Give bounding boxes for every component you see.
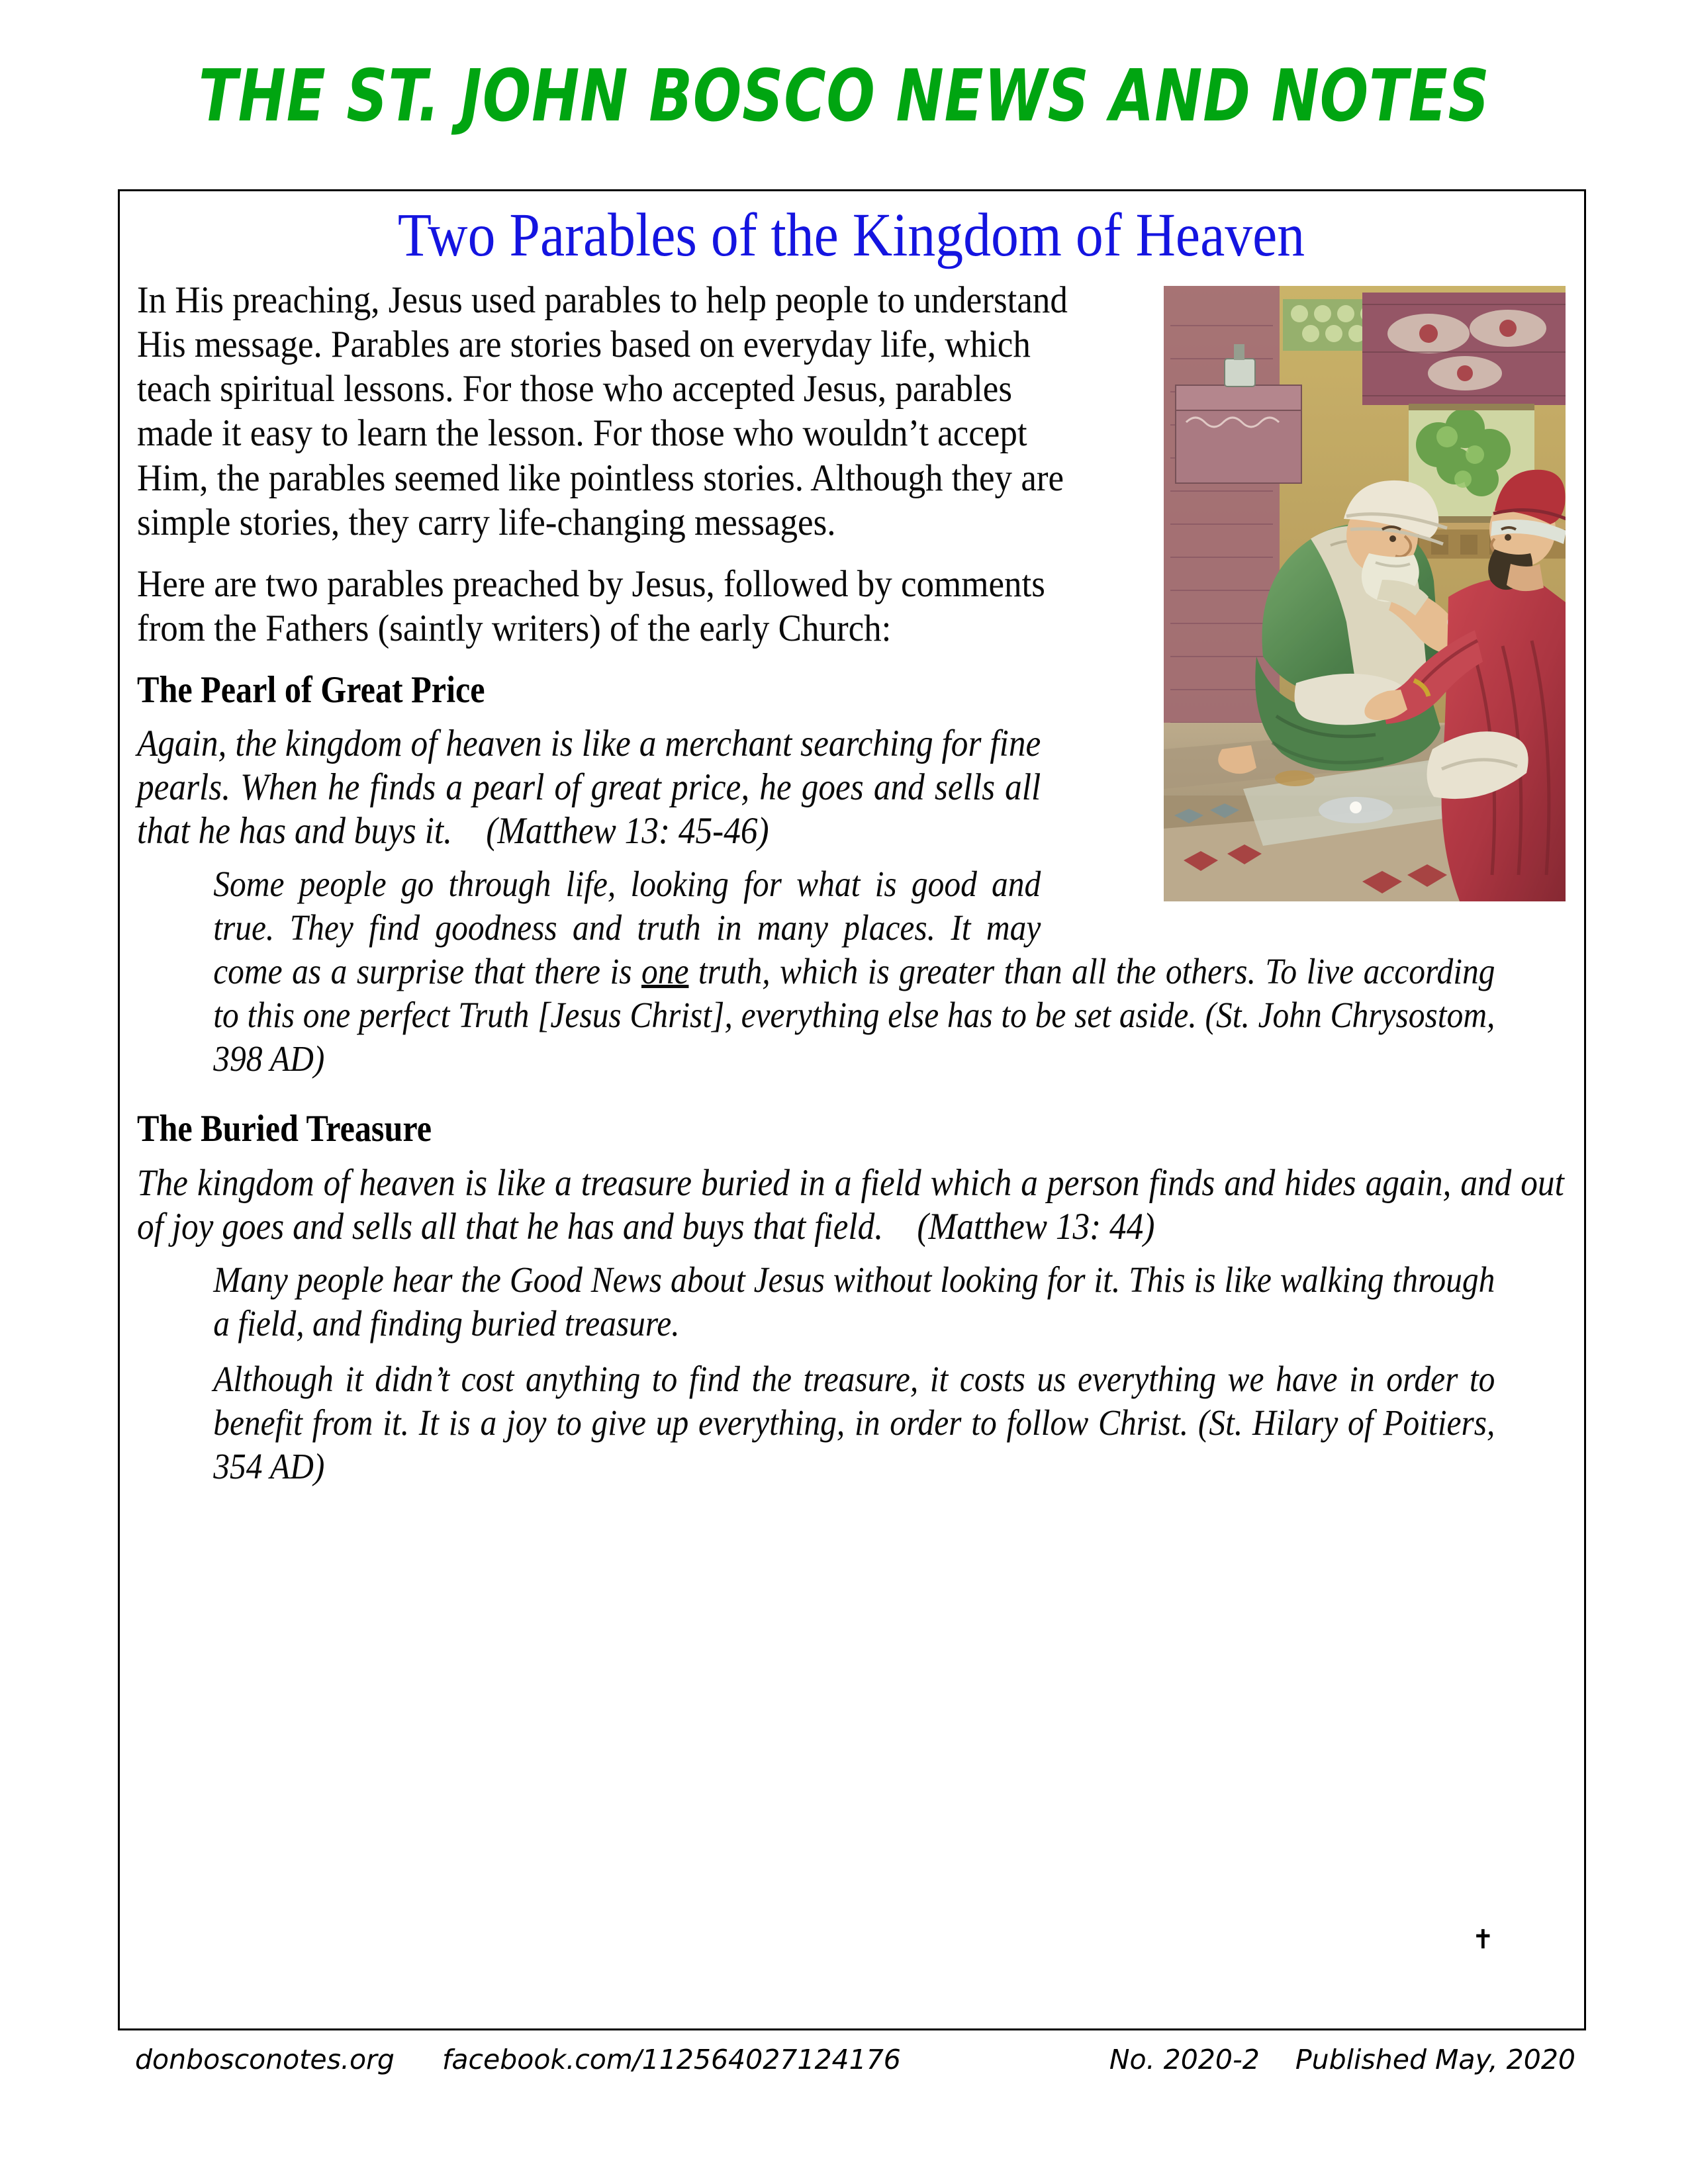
commentary-treasure-2: Although it didn’t cost anything to find the treasure, it costs us everything we have in order to benefit from it. It is a joy to give up everything, in order to follow Christ. (St. Hilary of Poitiers, 354 AD) bbox=[213, 1359, 1495, 1487]
content-frame bbox=[118, 189, 1586, 2030]
scripture-quote-pearl bbox=[137, 722, 1564, 853]
commentary-pearl bbox=[137, 862, 1564, 1081]
commentary-text-before: Some people go through life, looking for what is good and true. They find goodness and truth in many places. It may come as a surprise that there is bbox=[213, 864, 1041, 992]
cross-icon: ✝ bbox=[1472, 1925, 1494, 1955]
section-heading-pearl: The Pearl of Great Price bbox=[137, 668, 485, 711]
footer-issue-info bbox=[1109, 2044, 1586, 2075]
section-heading-treasure: The Buried Treasure bbox=[137, 1108, 432, 1150]
intro-paragraph-1: In His preaching, Jesus used parables to help people to understand His message. Parables are stories based on everyday life, which teach spiritual lessons. For those who accepted Jesus, parables made it easy to learn the lesson. For those who wouldn’t accept Him, the parables seemed like pointless stories. Although they are simple stories, they carry life-changing messages. bbox=[137, 279, 1068, 543]
scripture-citation: (Matthew 13: 44) bbox=[917, 1206, 1155, 1248]
scripture-citation: (Matthew 13: 45-46) bbox=[486, 810, 769, 852]
website-link[interactable]: donbosconotes.org bbox=[135, 2044, 395, 2075]
masthead bbox=[0, 55, 1688, 138]
scripture-text: The kingdom of heaven is like a treasure buried in a field which a person finds and hides again, and out of joy goes and sells all that he has and buys that field. bbox=[137, 1162, 1564, 1248]
content-area bbox=[137, 203, 1566, 2017]
footer bbox=[118, 2044, 1586, 2075]
facebook-link[interactable]: facebook.com/112564027124176 bbox=[442, 2044, 901, 2075]
page-title: Two Parables of the Kingdom of Heaven bbox=[397, 201, 1305, 269]
newsletter-title: THE ST. JOHN BOSCO NEWS AND NOTES bbox=[198, 55, 1490, 138]
scripture-text: Again, the kingdom of heaven is like a merchant searching for fine pearls. When he finds a pearl of great price, he goes and sells all that he has and buys it. bbox=[137, 723, 1041, 852]
commentary-emphasis: one bbox=[641, 951, 689, 992]
issue-number: No. 2020-2 bbox=[1109, 2044, 1260, 2075]
commentary-treasure-1: Many people hear the Good News about Jesus without looking for it. This is like walking through a field, and finding buried treasure. bbox=[213, 1259, 1495, 1344]
footer-links bbox=[118, 2044, 901, 2075]
publication-date: Published May, 2020 bbox=[1295, 2044, 1575, 2075]
intro-paragraph-2: Here are two parables preached by Jesus, followed by comments from the Fathers (saintly writers) of the early Church: bbox=[137, 563, 1045, 650]
scripture-quote-treasure bbox=[137, 1161, 1564, 1249]
commentary-text-after: truth, which is greater than all the others. To live according to this one perfect Truth [Jesus Christ], everything else has to be set aside. (St. John Chrysostom, 398 AD) bbox=[213, 951, 1495, 1079]
